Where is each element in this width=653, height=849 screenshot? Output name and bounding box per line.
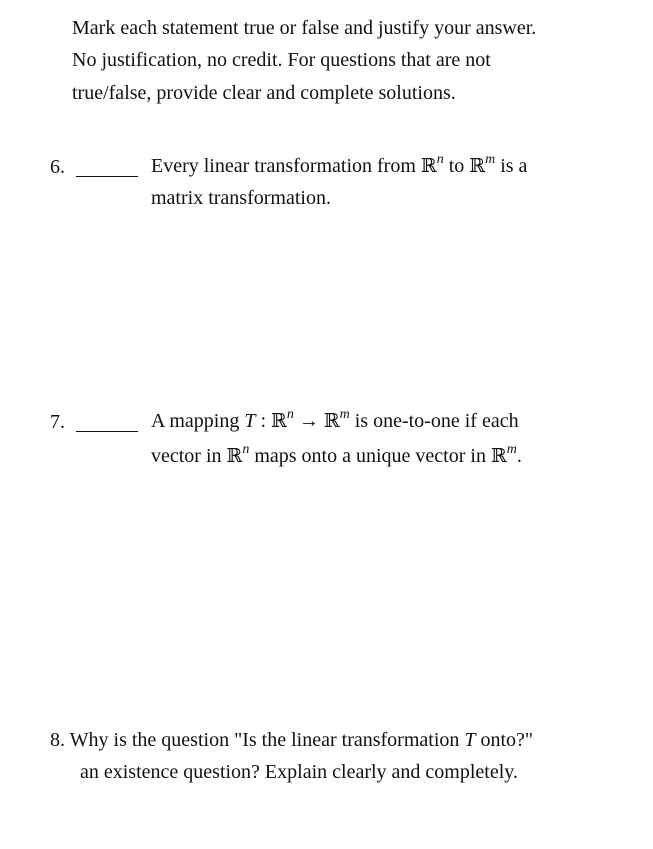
q7-statement-line-2: vector in ℝ$^n$ maps onto a unique vector in ℝ$^m$. (151, 442, 522, 467)
q6-statement-line-2: matrix transformation. (151, 187, 331, 209)
q6-answer-blank[interactable] (76, 176, 138, 177)
q6-statement-line-1: Every linear transformation from ℝ$^n$ to ℝ$^m$ is a (151, 152, 528, 177)
q7-statement-line-1: A mapping T : ℝ$^n$ → ℝ$^m$ is one-to-one if each (151, 407, 519, 432)
q7-number: 7. (50, 411, 65, 433)
q6-number: 6. (50, 156, 65, 178)
instructions-line-3: true/false, provide clear and complete solutions. (72, 82, 456, 104)
q8-line-1: 8. Why is the question "Is the linear transformation T onto?" (50, 729, 534, 751)
q7-answer-blank[interactable] (76, 431, 138, 432)
instructions-line-1: Mark each statement true or false and justify your answer. (72, 17, 537, 39)
q8-line-2: an existence question? Explain clearly and completely. (80, 761, 518, 783)
instructions-line-2: No justification, no credit. For questions that are not (72, 49, 491, 71)
